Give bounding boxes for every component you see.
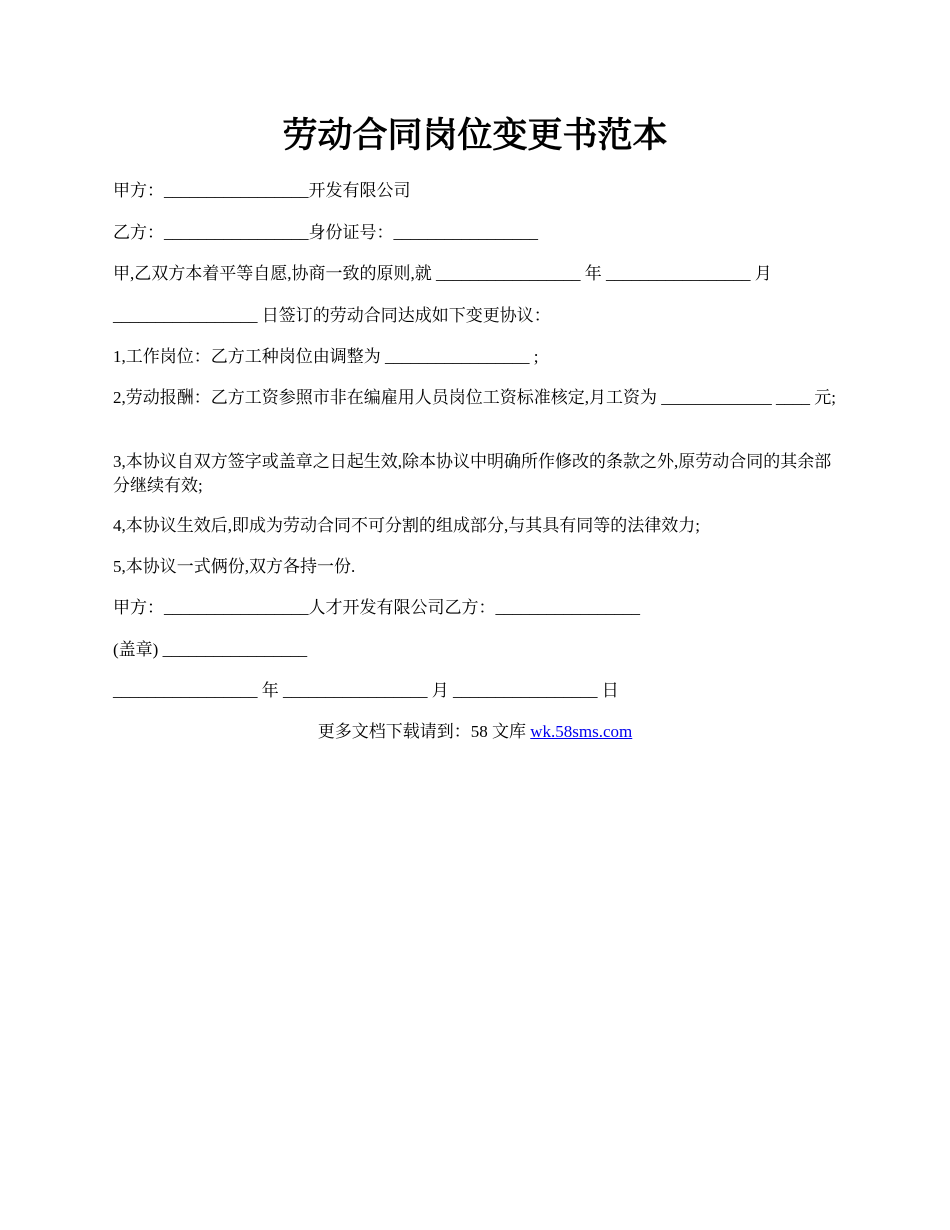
date-line: _________________ 年 _________________ 月 _________________ 日	[113, 681, 619, 700]
footer-link[interactable]: wk.58sms.com	[530, 722, 633, 741]
party-b-line: 乙方：_________________身份证号：_________________	[113, 223, 538, 242]
clause-3: 3,本协议自双方签字或盖章之日起生效,除本协议中明确所作修改的条款之外,原劳动合同的其余部分继续有效;	[113, 452, 832, 495]
clause-2: 2,劳动报酬：乙方工资参照市非在编雇用人员岗位工资标准核定,月工资为 _____________ ____ 元;	[113, 388, 836, 407]
preamble-line: 甲,乙双方本着平等自愿,协商一致的原则,就 _________________ 年 _________________ 月	[113, 264, 772, 283]
footer-text: 更多文档下载请到：58 文库	[317, 722, 531, 741]
clause-4: 4,本协议生效后,即成为劳动合同不可分割的组成部分,与其具有同等的法律效力;	[113, 516, 700, 535]
clause-5: 5,本协议一式俩份,双方各持一份.	[113, 557, 356, 576]
clause-1: 1,工作岗位：乙方工种岗位由调整为 _________________ ;	[113, 347, 539, 366]
preamble-continued-line: _________________ 日签订的劳动合同达成如下变更协议：	[113, 306, 551, 325]
document-title: 劳动合同岗位变更书范本	[282, 116, 668, 156]
signature-parties-line: 甲方：_________________人才开发有限公司乙方：_________________	[113, 598, 640, 617]
footer	[0, 720, 950, 744]
seal-line: (盖章) _________________	[113, 640, 308, 659]
party-a-line: 甲方：_________________开发有限公司	[113, 181, 411, 200]
